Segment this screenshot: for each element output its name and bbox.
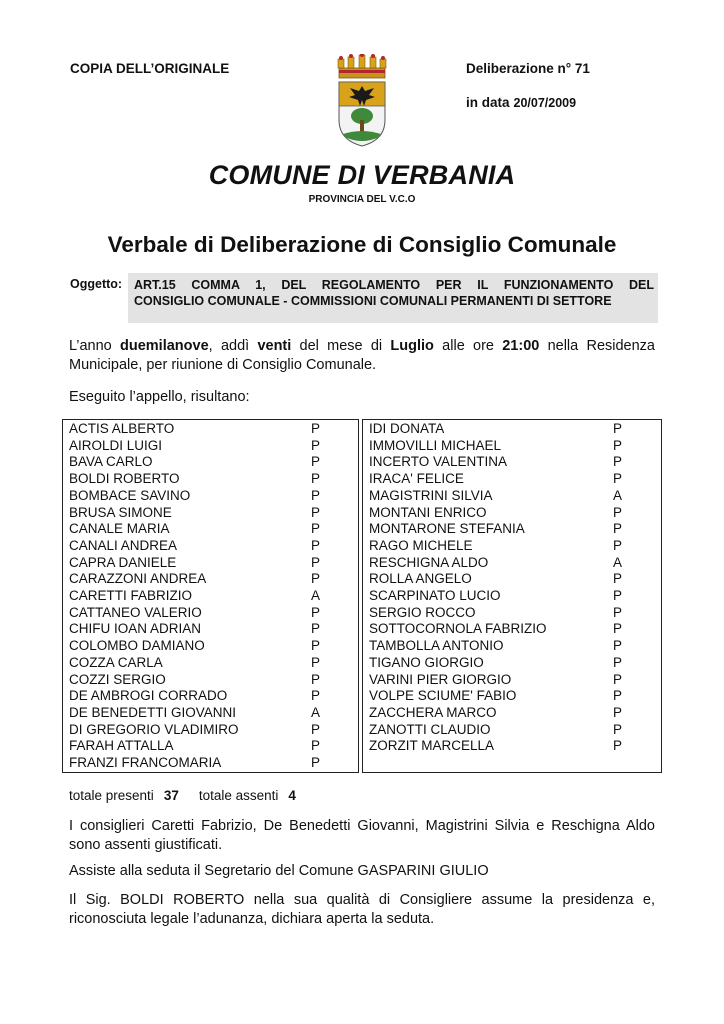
councillor-name: ROLLA ANGELO <box>369 571 472 587</box>
councillor-name: DI GREGORIO VLADIMIRO <box>69 721 239 737</box>
subject-line-1: ART.15 COMMA 1, DEL REGOLAMENTO PER IL FUNZIONAMENTO DEL <box>134 278 654 292</box>
councillor-name: ZANOTTI CLAUDIO <box>369 721 491 737</box>
councillor-name: BAVA CARLO <box>69 454 153 470</box>
attendance-status: P <box>311 604 321 620</box>
document-heading: Verbale di Deliberazione di Consiglio Comunale <box>107 232 617 257</box>
attendance-status: P <box>613 571 623 587</box>
attendance-status: P <box>311 688 321 704</box>
councillor-name: SOTTOCORNOLA FABRIZIO <box>369 621 547 637</box>
intro-paragraph: L’anno duemilanove, addì venti del mese di Luglio alle ore 21:00 nella Residenza Municipale, per riunione di Consiglio Comunale. <box>69 338 655 373</box>
time: 21:00 <box>502 338 540 354</box>
attendance-status: P <box>311 638 321 654</box>
councillor-name: CARETTI FABRIZIO <box>69 588 193 603</box>
councillor-name: RAGO MICHELE <box>369 537 473 553</box>
attendance-status: A <box>613 487 623 503</box>
roll-call-text: Eseguito l’appello, risultano: <box>69 389 250 405</box>
councillor-name: DE BENEDETTI GIOVANNI <box>69 704 237 720</box>
attendance-status: P <box>613 621 623 637</box>
deliberation-date <box>466 95 576 110</box>
councillor-name: CATTANEO VALERIO <box>69 604 202 620</box>
councillor-name: CANALI ANDREA <box>69 537 178 553</box>
day: venti <box>257 338 292 354</box>
attendance-status: P <box>613 638 623 654</box>
absent-note: I consiglieri Caretti Fabrizio, De Benedetti Giovanni, Magistrini Silvia e Reschigna Aldo sono assenti giustificati. <box>69 818 655 853</box>
councillor-name: BRUSA SIMONE <box>69 504 172 520</box>
councillor-name: ZACCHERA MARCO <box>369 704 497 720</box>
attendance-table-left <box>62 419 359 773</box>
councillor-name: BOMBACE SAVINO <box>69 487 191 503</box>
councillor-name: SCARPINATO LUCIO <box>369 588 501 603</box>
attendance-status: P <box>311 504 321 520</box>
councillor-name: DE AMBROGI CORRADO <box>69 688 228 704</box>
councillor-name: ZORZIT MARCELLA <box>369 738 495 754</box>
attendance-status: P <box>613 454 623 470</box>
councillor-name: IRACA' FELICE <box>369 471 464 487</box>
attendance-status: P <box>613 537 623 553</box>
attendance-status: P <box>311 554 321 570</box>
attendance-status: A <box>311 588 321 603</box>
attendance-status: P <box>613 654 623 670</box>
province-subtitle: PROVINCIA DEL V.C.O <box>308 194 416 205</box>
absent-count: 4 <box>288 788 296 803</box>
secretary-note: Assiste alla seduta il Segretario del Comune GASPARINI GIULIO <box>69 863 489 879</box>
councillor-name: MONTARONE STEFANIA <box>369 521 525 537</box>
attendance-status: P <box>311 654 321 670</box>
councillor-name: MAGISTRINI SILVIA <box>369 487 493 503</box>
present-label: totale presenti <box>69 788 154 803</box>
attendance-table-right <box>362 419 662 773</box>
president-note: Il Sig. BOLDI ROBERTO nella sua qualità di Consigliere assume la presidenza e, riconosciuta legale l’adunanza, dichiara aperta la seduta. <box>69 892 655 927</box>
absent-label: totale assenti <box>198 788 279 803</box>
subject-label: Oggetto: <box>70 277 123 291</box>
attendance-status: P <box>311 537 321 553</box>
attendance-status: A <box>311 704 321 720</box>
copy-label: COPIA DELL’ORIGINALE <box>70 61 230 76</box>
attendance-status: P <box>311 671 321 687</box>
attendance-status: P <box>311 454 321 470</box>
attendance-status: P <box>613 471 623 487</box>
month: Luglio <box>390 338 434 354</box>
councillor-name: COZZA CARLA <box>69 654 163 670</box>
attendance-status: P <box>613 704 623 720</box>
councillor-name: CANALE MARIA <box>69 521 170 537</box>
councillor-name: FARAH ATTALLA <box>69 738 174 754</box>
attendance-status: P <box>613 671 623 687</box>
attendance-status: P <box>311 721 321 737</box>
attendance-status: P <box>311 521 321 537</box>
councillor-name: IDI DONATA <box>369 421 445 436</box>
councillor-name: SERGIO ROCCO <box>369 604 476 620</box>
attendance-status: P <box>613 688 623 704</box>
councillor-name: COLOMBO DAMIANO <box>69 638 205 654</box>
attendance-status: P <box>613 521 623 537</box>
subject-line-2: CONSIGLIO COMUNALE - COMMISSIONI COMUNALI PERMANENTI DI SETTORE <box>134 294 612 308</box>
councillor-name: IMMOVILLI MICHAEL <box>369 437 502 453</box>
councillor-name: COZZI SERGIO <box>69 671 166 687</box>
attendance-status: P <box>311 755 321 770</box>
attendance-status: P <box>613 738 623 754</box>
attendance-status: P <box>613 437 623 453</box>
councillor-name: AIROLDI LUIGI <box>69 437 163 453</box>
councillor-name: TIGANO GIORGIO <box>369 654 484 670</box>
councillor-name: TAMBOLLA ANTONIO <box>369 638 504 654</box>
councillor-name: FRANZI FRANCOMARIA <box>69 755 222 770</box>
attendance-status: A <box>613 554 623 570</box>
present-count: 37 <box>163 788 179 803</box>
municipal-crest-icon <box>333 54 391 148</box>
attendance-status: P <box>311 421 321 436</box>
councillor-name: RESCHIGNA ALDO <box>369 554 489 570</box>
attendance-status: P <box>613 504 623 520</box>
attendance-status: P <box>613 588 623 603</box>
councillor-name: CHIFU IOAN ADRIAN <box>69 621 202 637</box>
councillor-name: VOLPE SCIUME' FABIO <box>369 688 517 704</box>
attendance-status: P <box>311 621 321 637</box>
attendance-status: P <box>311 487 321 503</box>
councillor-name: ACTIS ALBERTO <box>69 421 175 436</box>
attendance-status: P <box>311 571 321 587</box>
totals-line <box>69 788 316 803</box>
attendance-status: P <box>311 437 321 453</box>
date-value: 20/07/2009 <box>513 96 577 110</box>
councillor-name: VARINI PIER GIORGIO <box>369 671 512 687</box>
attendance-status: P <box>311 471 321 487</box>
deliberation-number: Deliberazione n° 71 <box>466 61 590 76</box>
attendance-status: P <box>613 604 623 620</box>
councillor-name: BOLDI ROBERTO <box>69 471 180 487</box>
date-label: in data <box>466 95 510 110</box>
councillor-name: CARAZZONI ANDREA <box>69 571 207 587</box>
year: duemilanove <box>120 338 209 354</box>
attendance-status: P <box>613 721 623 737</box>
attendance-status: P <box>311 738 321 754</box>
councillor-name: MONTANI ENRICO <box>369 504 487 520</box>
municipality-title: COMUNE DI VERBANIA <box>208 160 516 190</box>
councillor-name: INCERTO VALENTINA <box>369 454 508 470</box>
councillor-name: CAPRA DANIELE <box>69 554 177 570</box>
attendance-status: P <box>613 421 623 436</box>
